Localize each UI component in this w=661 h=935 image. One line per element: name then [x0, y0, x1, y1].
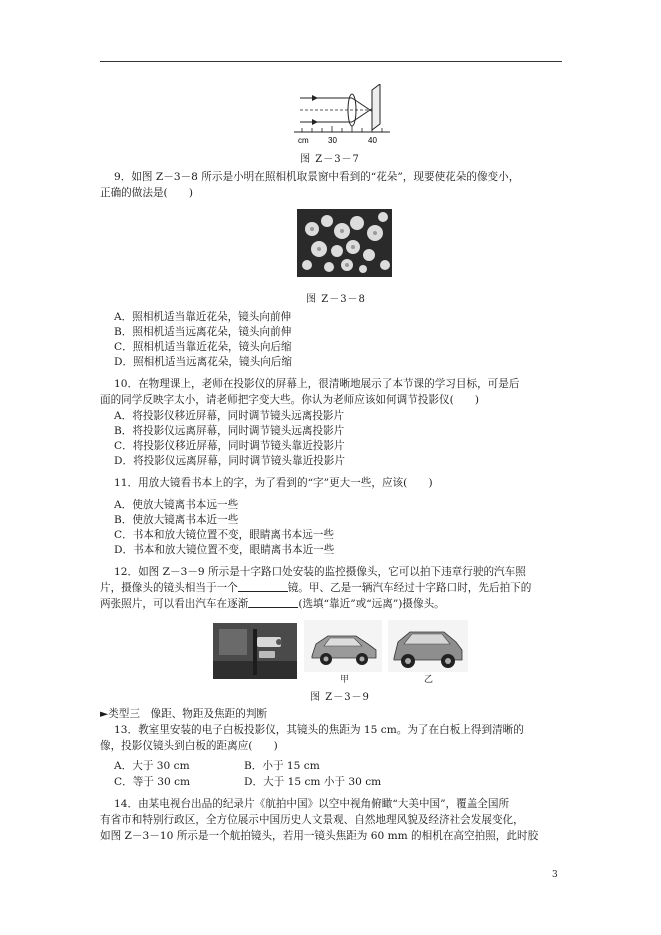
page-number: 3 [552, 870, 558, 880]
tick-40: 40 [368, 136, 377, 145]
q13-option-a: A．大于 30 cm [114, 760, 190, 772]
q13-stem-line1: 13．教室里安装的电子白板投影仪，其镜头的焦距为 15 cm。为了在白板上得到清晰的 [114, 724, 524, 736]
q13-option-d: D．大于 15 cm 小于 30 cm [244, 776, 382, 788]
q9-option-c: C．照相机适当靠近花朵，镜头向后缩 [114, 341, 292, 353]
q12-stem-line3: 两张照片，可以看出汽车在逐渐 (选填“靠近”或“远离”)摄像头。 [100, 598, 445, 610]
q14-stem-line2: 有省市和特别行政区，全方位展示中国历史人文景观、自然地理风貌及经济社会发展变化， [100, 814, 524, 826]
flower-photo [297, 209, 392, 277]
figure-caption-z-3-7: 图 Z－3－7 [300, 154, 360, 165]
q12-blank-1[interactable] [238, 581, 288, 592]
q10-option-d: D．将投影仪远离屏幕，同时调节镜头靠近投影片 [114, 455, 345, 467]
figure-caption-z-3-8: 图 Z－3－8 [306, 294, 366, 305]
surveillance-camera-photo [213, 623, 297, 679]
q10-option-c: C．将投影仪移近屏幕，同时调节镜头靠近投影片 [114, 440, 345, 452]
car-label-jia: 甲 [340, 675, 350, 685]
q11-option-d: D．书本和放大镜位置不变，眼睛离书本近一些 [114, 544, 335, 556]
q14-stem-line1: 14．由某电视台出品的纪录片《航拍中国》以空中视角俯瞰“大美中国”，覆盖全国所 [114, 798, 510, 810]
q10-stem-line1: 10．在物理课上，老师在投影仪的屏幕上，很清晰地展示了本节课的学习目标，可是后 [114, 378, 520, 390]
q9-stem-line2: 正确的做法是( ) [100, 187, 194, 199]
q9-option-b: B．照相机适当远离花朵，镜头向前伸 [114, 326, 292, 338]
q10-option-b: B．将投影仪远离屏幕，同时调节镜头远离投影片 [114, 425, 345, 437]
figure-caption-z-3-9: 图 Z－3－9 [310, 692, 370, 703]
header-rule [100, 61, 562, 62]
q12-blank-2[interactable] [248, 597, 298, 608]
q12-stem-line2: 片，摄像头的镜头相当于一个 镜。甲、乙是一辆汽车经过十字路口时，先后拍下的 [100, 582, 532, 594]
q10-option-a: A．将投影仪移近屏幕，同时调节镜头远离投影片 [114, 410, 345, 422]
q9-option-a: A．照相机适当靠近花朵，镜头向前伸 [114, 311, 292, 323]
q13-option-b: B．小于 15 cm [244, 760, 320, 772]
q11-option-a: A．使放大镜离书本远一些 [114, 499, 239, 511]
q11-option-b: B．使放大镜离书本近一些 [114, 514, 239, 526]
q13-stem-line2: 像，投影仪镜头到白板的距离应( ) [100, 740, 278, 752]
q12-stem-line1: 12．如图 Z－3－9 所示是十字路口处安装的监控摄像头，它可以拍下违章行驶的汽车照 [114, 566, 526, 578]
q11-stem: 11．用放大镜看书本上的字，为了看到的“字”更大一些，应该( ) [114, 477, 433, 489]
lens-diagram [292, 84, 394, 146]
car-photo-jia [304, 620, 382, 672]
car-photo-yi [388, 620, 468, 672]
section-heading: ►类型三 像距、物距及焦距的判断 [100, 708, 268, 720]
q9-option-d: D．照相机适当远离花朵，镜头向后缩 [114, 356, 292, 368]
tick-30: 30 [328, 136, 337, 145]
tick-cm: cm [298, 136, 309, 145]
q14-stem-line3: 如图 Z－3－10 所示是一个航拍镜头，若用一镜头焦距为 60 mm 的相机在高空拍照，此时胶 [100, 830, 539, 842]
car-label-yi: 乙 [424, 675, 434, 685]
q9-stem-line1: 9．如图 Z－3－8 所示是小明在照相机取景窗中看到的“花朵”，现要使花朵的像变小， [114, 171, 520, 183]
q10-stem-line2: 面的同学反映字太小，请老师把字变大些。你认为老师应该如何调节投影仪( ) [100, 394, 480, 406]
q13-option-c: C．等于 30 cm [114, 776, 191, 788]
q11-option-c: C．书本和放大镜位置不变，眼睛离书本远一些 [114, 529, 334, 541]
